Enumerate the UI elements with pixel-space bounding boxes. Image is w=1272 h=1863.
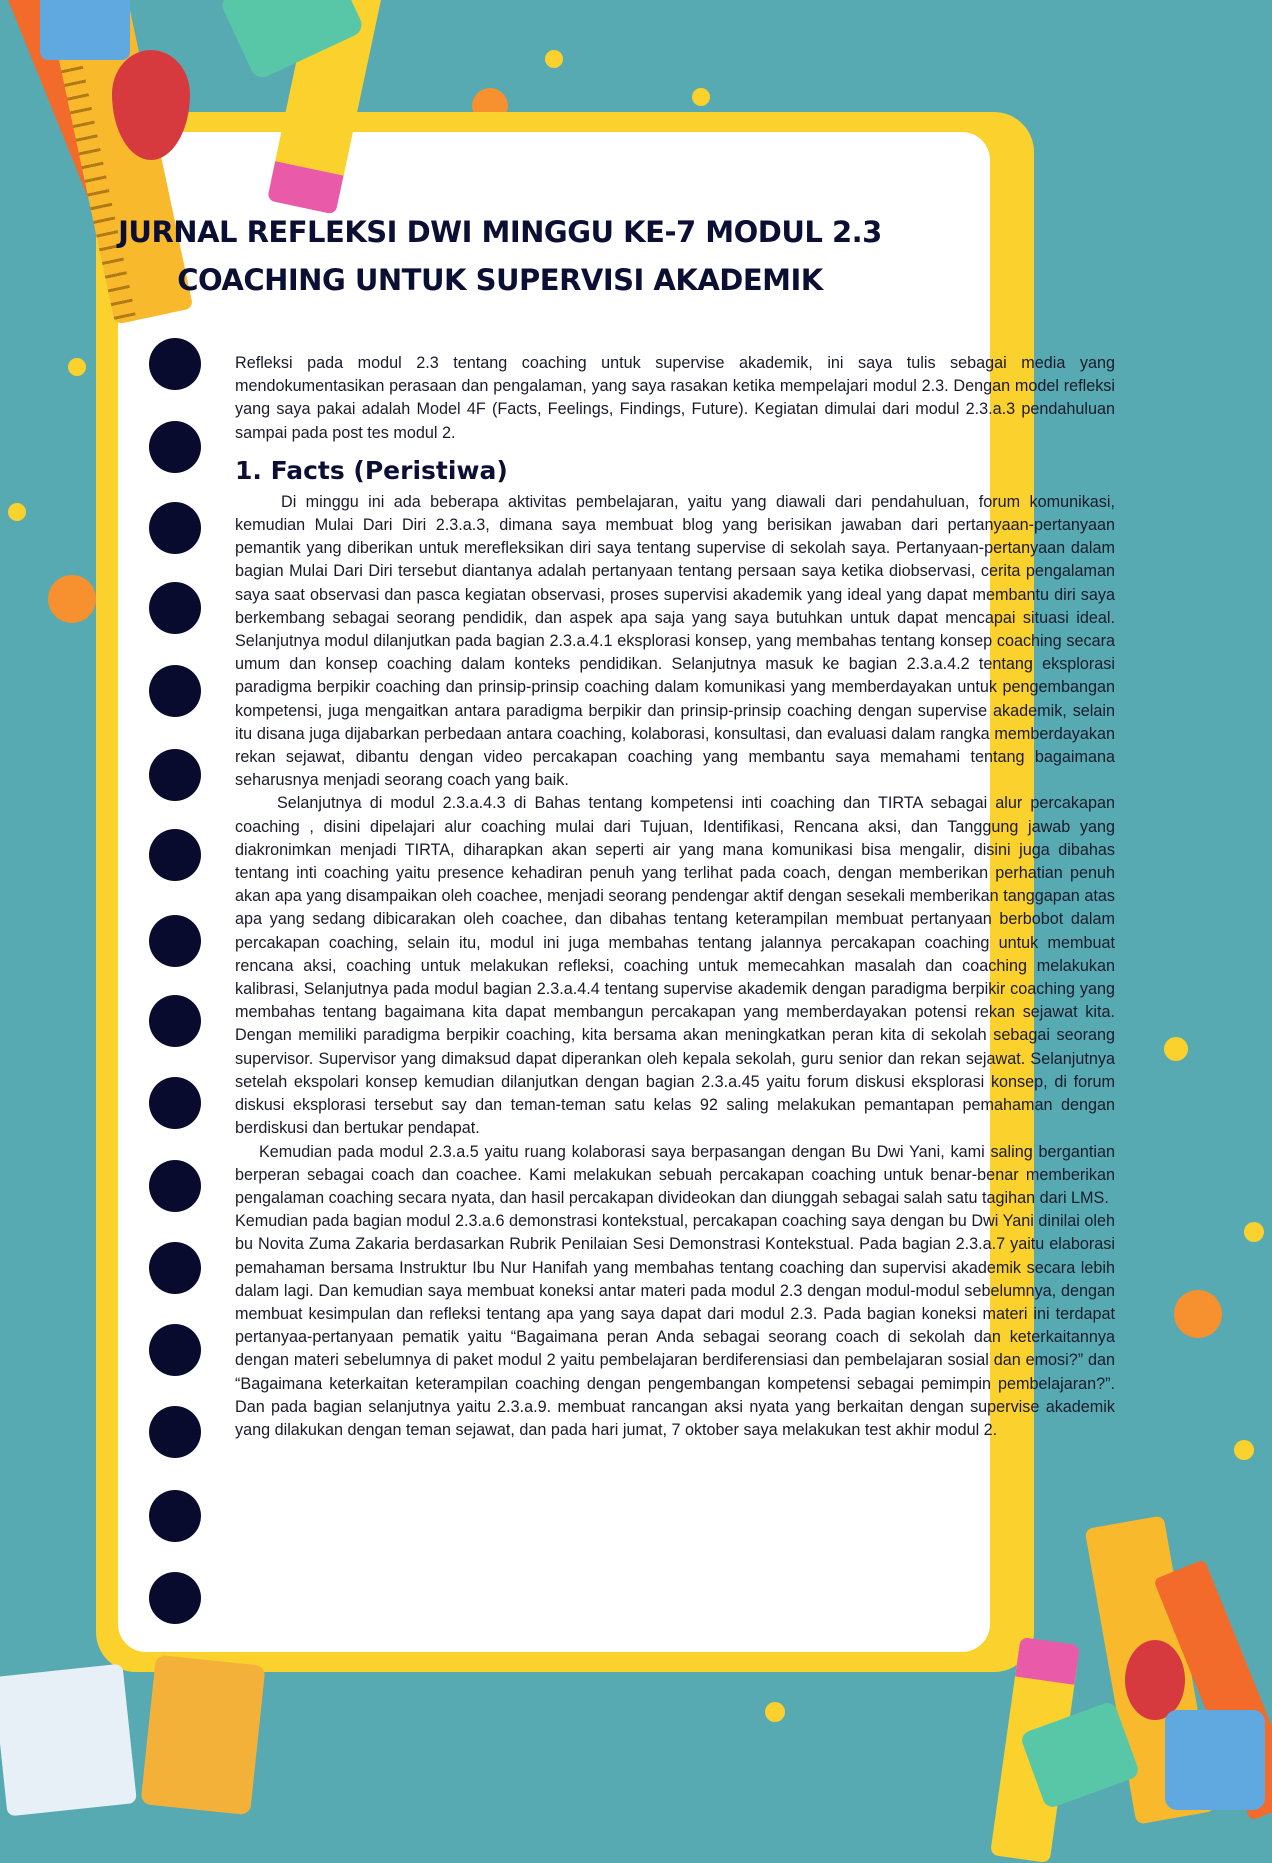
intro-paragraph: Refleksi pada modul 2.3 tentang coaching untuk supervise akademik, ini saya tulis sebagai media yang mendokumentasikan perasaan dan pengalaman, yang saya rasakan ketika mempelajari modul 2.3. Dengan model refleksi yang saya pakai adalah Model 4F (Facts, Feelings, Findings, Future). Kegiatan dimulai dari modul 2.3.a.3 pendahuluan sampai pada post tes modul 2. bbox=[235, 354, 1115, 442]
body-paragraph: Selanjutnya di modul 2.3.a.4.3 di Bahas tentang kompetensi inti coaching dan TIRTA sebagai alur percakapan coaching , disini dipelajari alur coaching mulai dari Tujuan, Identifikasi, Rencana aksi, dan Tanggung jawab yang diakronimkan menjadi TIRTA, diharapkan akan seperti air yang mana komunikasi bisa mengalir, disini juga dibahas tentang inti coaching yaitu presence kehadiran penuh yang terlihat pada coach, dengan memberikan perhatian penuh akan apa yang disampaikan oleh coachee, menjadi seorang pendengar aktif dengan sesekali memberikan tanggapan atas apa yang sedang dibicarakan oleh coachee, dan dibahas tentang keterampilan membuat pertanyaan berbobot dalam percakapan coaching, selain itu, modul ini juga membahas tentang jalannya percakapan coaching untuk membuat rencana aksi, coaching untuk melakukan refleksi, coaching untuk memecahkan masalah dan coaching melakukan kalibrasi, Selanjutnya pada modul bagian 2.3.a.4.4 tentang supervise akademik dengan paradigma berpikir coaching yang membahas tentang bagaimana kita dapat membangun percakapan yang memberdayakan potensi rekan sejawat kita. Dengan memiliki paradigma berpikir coaching, kita bersama akan meningkatkan peran kita di sekolah sebagai seorang supervisor. Supervisor yang dimaksud dapat diperankan oleh kepala sekolah, guru senior dan rekan sejawat. Selanjutnya setelah ekspolari konsep kemudian dilanjutkan dengan bagian 2.3.a.45 yaitu forum diskusi eksplorasi konsep, di forum diskusi eksplorasi tersebut say dan teman-teman satu kelas 92 saling melakukan pemantapan pemahaman dengan berdiskusi dan bertukar pendapat. bbox=[235, 794, 1115, 1138]
section-heading-facts: 1. Facts (Peristiwa) bbox=[235, 455, 508, 485]
body-paragraph: Kemudian pada bagian modul 2.3.a.6 demonstrasi kontekstual, percakapan coaching saya dengan bu Dwi Yani dinilai oleh bu Novita Zuma Zakaria berdasarkan Rubrik Penilaian Sesi Demonstrasi Kontekstual. Pada bagian 2.3.a.7 yaitu elaborasi pemahaman bersama Instruktur Ibu Nur Hanifah yang membahas tentang coaching dan supervisi akademik secara lebih dalam lagi. Dan kemudian saya membuat koneksi antar materi pada modul 2.3 dengan modul-modul sebelumnya, dengan membuat kesimpulan dan refleksi tentang apa yang saya dapat dari modul 2.3. Pada bagian koneksi materi ini terdapat pertanyaa-pertanyaan pematik yaitu “Bagaimana peran Anda sebagai seorang coach di sekolah dan keterkaitannya dengan materi sebelumnya di paket modul 2 yaitu pembelajaran berdiferensiasi dan pembelajaran sosial dan emosi?” dan “Bagaimana keterkaitan keterampilan coaching dengan pengembangan kompetensi sebagai pemimpin pembelajaran?”. Dan pada bagian selanjutnya yaitu 2.3.a.9. membuat rancangan aksi nyata yang berkaitan dengan supervise akademik yang dilakukan dengan teman sejawat, dan pada hari jumat, 7 oktober saya melakukan test akhir modul 2. bbox=[235, 1212, 1115, 1439]
document-title bbox=[30, 208, 970, 304]
decor-dot bbox=[1244, 1222, 1264, 1242]
decor-dot bbox=[1174, 1290, 1222, 1338]
notebook-icon bbox=[0, 1664, 137, 1817]
binder-hole bbox=[149, 1406, 201, 1458]
decor-dot bbox=[8, 503, 26, 521]
binder-hole bbox=[149, 1077, 201, 1129]
crayon-icon bbox=[40, 0, 130, 60]
binder-hole bbox=[149, 1242, 201, 1294]
binder-hole bbox=[149, 1160, 201, 1212]
binder-hole bbox=[149, 1324, 201, 1376]
binder-hole bbox=[149, 1490, 201, 1542]
title-line-2: COACHING UNTUK SUPERVISI AKADEMIK bbox=[177, 263, 823, 297]
binder-hole bbox=[149, 749, 201, 801]
decor-dot bbox=[68, 358, 86, 376]
body-paragraph: Di minggu ini ada beberapa aktivitas pembelajaran, yaitu yang diawali dari pendahuluan, forum komunikasi, kemudian Mulai Dari Diri 2.3.a.3, dimana saya membuat blog yang berisikan jawaban dari pertanyaan-pertanyaan pemantik yang diberikan untuk merefleksikan diri saya tentang supervise di sekolah saya. Pertanyaan-pertanyaan dalam bagian Mulai Dari Diri tersebut diantanya adalah pertanyaan tentang persaan saya ketika diobservasi, cerita pengalaman saya saat observasi dan pasca kegiatan observasi, proses supervisi akademik yang ideal yang dapat membantu diri saya berkembang sebagai seorang pendidik, dan aspek apa saja yang saya butuhkan untuk dapat mencapai situasi ideal. Selanjutnya modul dilanjutkan pada bagian 2.3.a.4.1 eksplorasi konsep, yang membahas tentang konsep coaching secara umum dan konsep coaching dalam konteks pendidikan. Selanjutnya masuk ke bagian 2.3.a.4.2 tentang eksplorasi paradigma berpikir coaching dan prinsip-prinsip coaching dalam komunikasi yang memberdayakan untuk pengembangan kompetensi, juga mengaitkan antara paradigma berpikir dan prinsip-prinsip coaching dengan supervise akademik, selain itu disana juga dijabarkan perbedaan antara coaching, kolaborasi, konsultasi, dan evaluasi dalam rangka memberdayakan rekan sejawat, dibantu dengan video percakapan coaching yang membantu saya memahami tentang bagaimana seharusnya menjadi seorang coach yang baik. bbox=[235, 492, 1115, 790]
title-line-1: JURNAL REFLEKSI DWI MINGGU KE-7 MODUL 2.3 bbox=[118, 215, 882, 249]
crayon-icon bbox=[1165, 1710, 1265, 1810]
decor-dot bbox=[1164, 1037, 1188, 1061]
decor-dot bbox=[765, 1702, 785, 1722]
body-paragraph: Kemudian pada modul 2.3.a.5 yaitu ruang kolaborasi saya berpasangan dengan Bu Dwi Yani, kami saling bergantian berperan sebagai coach dan coachee. Kami melakukan sebuah percakapan coaching untuk benar-benar memberikan pengalaman coaching secara nyata, dan hasil percakapan divideokan dan diunggah sebagai salah satu tagihan dari LMS. bbox=[235, 1142, 1115, 1207]
binder-hole bbox=[149, 421, 201, 473]
decor-dot bbox=[48, 575, 96, 623]
binder-hole bbox=[149, 582, 201, 634]
notebook-icon bbox=[140, 1655, 265, 1816]
binder-hole bbox=[149, 665, 201, 717]
decor-dot bbox=[1234, 1440, 1254, 1460]
binder-hole bbox=[149, 1572, 201, 1624]
document-body bbox=[235, 352, 1115, 1442]
binder-hole bbox=[149, 995, 201, 1047]
binder-hole bbox=[149, 915, 201, 967]
binder-hole bbox=[149, 338, 201, 390]
paintbrush-icon bbox=[1125, 1640, 1185, 1720]
decor-dot bbox=[692, 88, 710, 106]
binder-hole bbox=[149, 829, 201, 881]
decor-dot bbox=[545, 50, 563, 68]
binder-hole bbox=[149, 502, 201, 554]
